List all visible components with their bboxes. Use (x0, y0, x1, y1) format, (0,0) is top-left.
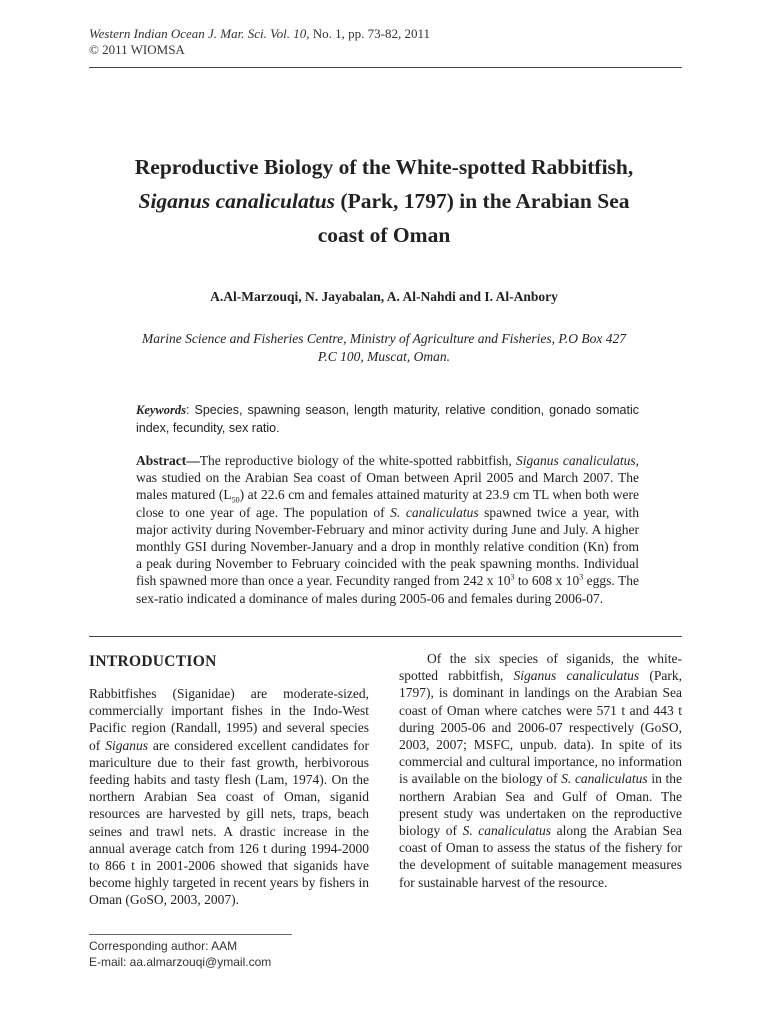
body-text: in the northern Arabian Sea and Gulf of Oman. The present study was undertaken on the reproductive biology of (399, 771, 682, 839)
superscript: 3 (579, 572, 584, 582)
species-name: S. canaliculatus (561, 771, 648, 787)
paper-title (60, 150, 708, 252)
title-line-1: Reproductive Biology of the White-spotted Rabbitfish, (134, 155, 634, 179)
copyright-line: © 2011 WIOMSA (89, 42, 185, 57)
abstract-text: spawned twice a year, with major activity during November-February and minor activity during June and July. A higher monthly GSI during November-January and a drop in monthly relative condition (Kn) from a peak during November to February coincided with the peak spawning months. Individual fish spawned more than once a year. Fecundity ranged from 242 x 10 (136, 504, 639, 589)
abstract (136, 452, 639, 607)
affiliation (70, 330, 698, 366)
journal-citation (89, 26, 689, 42)
title-line-2-rest: (Park, 1797) in the Arabian Sea (335, 189, 630, 213)
superscript: 3 (510, 572, 515, 582)
abstract-species: Siganus canaliculatus (515, 453, 636, 468)
intro-right-column (399, 650, 682, 891)
abstract-text: , was studied on the Arabian Sea coast of Oman between April 2005 and March 2007. The males matured (L (136, 453, 640, 503)
intro-left-column (89, 685, 369, 909)
body-text: along the Arabian Sea coast of Oman to assess the status of the fishery for the development of suitable management measures for sustainable harvest of the resource. (399, 823, 683, 890)
body-text: Rabbitfishes (Siganidae) are moderate-sized, commercially important fishes in the Indo-West Pacific region (Randall, 1995) and several species of (89, 686, 369, 753)
genus-name: Siganus (105, 737, 148, 753)
header-rule (89, 67, 682, 68)
abstract-text: The reproductive biology of the white-spotted rabbitfish, (199, 453, 516, 468)
abstract-text: to 608 x 10 (514, 573, 580, 589)
corresponding-author: Corresponding author: AAM (89, 939, 238, 953)
body-text: are considered excellent candidates for mariculture due to their fast growth, herbivorous feeding habits and tasty flesh (Lam, 1974). On the northern Arabian Sea coast of Oman, siganid resources are harvested by gill nets, traps, beach seines and trawl nets. A drastic increase in the annual average catch from 126 t during 1994-2000 to 866 t in 2001-2006 showed that siganids have become highly targeted in recent years by fishers in Oman (GoSO, 2003, 2007). (89, 737, 370, 908)
abstract-species: S. canaliculatus (390, 504, 479, 520)
subscript: 50 (231, 496, 240, 506)
body-text: Of the six species of siganids, the white-spotted rabbitfish, (399, 651, 682, 684)
footnote-rule (89, 934, 292, 935)
journal-issue: , No. 1, pp. 73-82, 2011 (306, 26, 430, 41)
keywords-label: Keywords (136, 403, 186, 417)
author-list: A.Al-Marzouqi, N. Jayabalan, A. Al-Nahdi and I. Al-Anbory (210, 289, 558, 304)
keywords-text: : Species, spawning season, length maturity, relative condition, gonado somatic index, fecundity, sex ratio. (136, 403, 639, 435)
section-heading: INTRODUCTION (89, 653, 217, 670)
abstract-text: ) at 22.6 cm and females attained maturity at 23.9 cm TL when both were close to one year of age. The population of (136, 487, 639, 520)
affiliation-line-2: P.C 100, Muscat, Oman. (317, 349, 451, 364)
keywords (136, 401, 639, 437)
title-line-3: coast of Oman (317, 223, 451, 247)
species-name: S. canaliculatus (462, 823, 552, 839)
abstract-dash: — (186, 453, 200, 468)
species-name: Siganus canaliculatus (513, 668, 640, 684)
title-species: Siganus canaliculatus (138, 189, 336, 213)
abstract-rule (89, 636, 682, 637)
journal-name: Western Indian Ocean J. Mar. Sci. Vol. 10 (89, 26, 307, 41)
title-line-2 (60, 184, 708, 218)
body-text: (Park, 1797), is dominant in landings on the Arabian Sea coast of Oman where catches were 571 t and 443 t during 2005-06 and 2006-07 respectively (GoSO, 2003, 2007; MSFC, unpub. data). In spite of its commercial and cultural importance, no information is available on the biology of (399, 668, 682, 787)
abstract-label: Abstract (136, 453, 187, 468)
abstract-text: eggs. The sex-ratio indicated a dominance of males during 2005-06 and females during 2006-07. (136, 573, 639, 606)
affiliation-line-1: Marine Science and Fisheries Centre, Ministry of Agriculture and Fisheries, P.O Box 427 (141, 331, 627, 346)
author-email: E-mail: aa.almarzouqi@ymail.com (89, 955, 272, 969)
